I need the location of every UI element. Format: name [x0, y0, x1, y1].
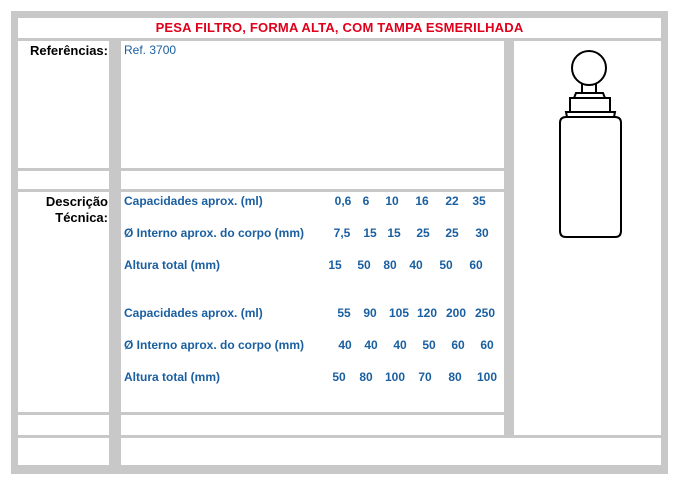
spec-value: 30 [475, 226, 489, 240]
spec-value: 60 [451, 338, 465, 352]
spec-name: Ø Interno aprox. do corpo (mm) [124, 226, 305, 240]
spec-value: 0,6 [334, 194, 352, 208]
spec-value: 40 [364, 338, 378, 352]
spec-row-altura-2 [121, 370, 501, 388]
spec-name: Capacidades aprox. (ml) [124, 306, 263, 320]
descricao-label-line2: Técnica: [55, 210, 108, 225]
spec-value: 50 [357, 258, 371, 272]
spec-name: Altura total (mm) [124, 370, 220, 384]
spec-value: 7,5 [333, 226, 351, 240]
spec-value: 50 [332, 370, 346, 384]
spec-value: 70 [418, 370, 432, 384]
spec-name: Altura total (mm) [124, 258, 220, 272]
spec-value: 40 [338, 338, 352, 352]
product-image-cell [514, 41, 661, 435]
spec-value: 80 [359, 370, 373, 384]
spacer-right [121, 171, 504, 189]
spec-value: 15 [387, 226, 401, 240]
spec-value: 80 [383, 258, 397, 272]
spec-value: 40 [393, 338, 407, 352]
spacer-left [18, 171, 109, 189]
spec-value: 25 [445, 226, 459, 240]
spec-value: 15 [363, 226, 377, 240]
spec-value: 105 [388, 306, 410, 320]
spec-value: 6 [362, 194, 370, 208]
weighing-bottle-icon [514, 41, 661, 241]
spec-value: 80 [448, 370, 462, 384]
ref-label-cell [18, 41, 109, 168]
spec-row-capacidades-1 [121, 194, 501, 212]
spec-value: 120 [416, 306, 438, 320]
spec-value: 250 [474, 306, 496, 320]
spec-name: Capacidades aprox. (ml) [124, 194, 263, 208]
spec-value: 50 [422, 338, 436, 352]
descricao-label-cell [18, 192, 109, 412]
spec-value: 60 [469, 258, 483, 272]
spec-value: 60 [480, 338, 494, 352]
spec-name: Ø Interno aprox. do corpo (mm) [124, 338, 305, 352]
spec-value: 15 [328, 258, 342, 272]
title-bar [18, 18, 661, 38]
spec-value: 50 [439, 258, 453, 272]
spec-value: 35 [472, 194, 486, 208]
spec-value: 100 [476, 370, 498, 384]
spec-row-diametro-1 [121, 226, 501, 244]
spec-value: 25 [416, 226, 430, 240]
page-title: PESA FILTRO, FORMA ALTA, COM TAMPA ESMERILHADA [155, 20, 524, 35]
descricao-label-line1: Descrição [45, 194, 108, 209]
spec-value: 200 [445, 306, 467, 320]
spec-value: 100 [384, 370, 406, 384]
spec-row-altura-1 [121, 258, 501, 276]
spec-value: 22 [445, 194, 459, 208]
specs-cell [121, 192, 504, 412]
spec-value: 10 [385, 194, 399, 208]
referencias-label: Referências: [29, 43, 108, 58]
spec-value: 16 [415, 194, 429, 208]
empty-row-left [18, 415, 109, 435]
spec-row-capacidades-2 [121, 306, 501, 324]
empty-row-right [121, 415, 504, 435]
ref-value-cell [121, 41, 504, 168]
spec-value: 40 [409, 258, 423, 272]
footer-right [121, 438, 661, 465]
spec-value: 90 [363, 306, 377, 320]
reference-text: Ref. 3700 [124, 43, 177, 57]
spec-value: 55 [337, 306, 351, 320]
footer-left [18, 438, 109, 465]
spec-row-diametro-2 [121, 338, 501, 356]
product-sheet [11, 11, 668, 474]
